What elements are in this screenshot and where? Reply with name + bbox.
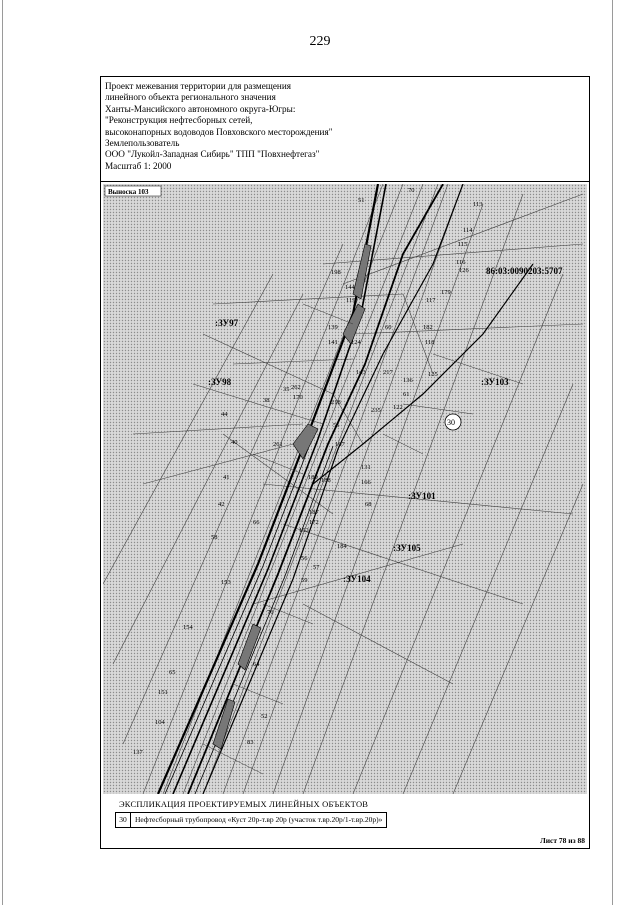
explication-title: ЭКСПЛИКАЦИЯ ПРОЕКТИРУЕМЫХ ЛИНЕЙНЫХ ОБЪЕКТОВ: [119, 799, 369, 809]
point-label: 42: [218, 501, 225, 508]
point-label: 153: [221, 579, 231, 586]
point-label: 262: [291, 384, 301, 391]
point-label: 179: [441, 289, 451, 296]
point-label: 83: [247, 739, 254, 746]
legend-row-number: 30: [116, 813, 131, 827]
point-label: 35: [283, 386, 290, 393]
zone-label-98: :ЗУ98: [208, 377, 232, 387]
point-label: 64: [253, 661, 260, 668]
object-marker-label: 30: [447, 418, 455, 427]
page-number: 229: [309, 34, 331, 49]
title-line: ООО "Лукойл-Западная Сибирь" ТПП "Повхнефтегаз": [105, 149, 320, 160]
point-label: 125: [428, 371, 438, 378]
point-label: 122: [393, 404, 403, 411]
point-label: 70: [408, 187, 415, 194]
point-label: 144: [345, 284, 355, 291]
zone-label-103: :ЗУ103: [481, 377, 509, 387]
zone-label-101: :ЗУ101: [408, 491, 436, 501]
point-label: 218: [331, 399, 341, 406]
point-label: 119: [346, 297, 356, 304]
title-line: линейного объекта регионального значения: [105, 92, 276, 103]
point-label: 41: [223, 474, 230, 481]
point-label: 58: [211, 534, 218, 541]
point-label: 182: [423, 324, 433, 331]
point-label: 104: [155, 719, 165, 726]
title-block: [101, 77, 589, 182]
point-label: 170: [293, 394, 303, 401]
point-label: 118: [425, 339, 435, 346]
point-label: 151: [158, 689, 168, 696]
point-label: 51: [358, 197, 365, 204]
point-label: 38: [263, 397, 270, 404]
point-label: 154: [183, 624, 193, 631]
point-label: 136: [403, 377, 413, 384]
point-label: 56: [301, 555, 308, 562]
point-label: 141: [328, 339, 338, 346]
point-label: 115: [458, 241, 468, 248]
point-label: 59: [301, 577, 308, 584]
point-label: 117: [426, 297, 436, 304]
point-label: 60: [385, 324, 392, 331]
point-label: 116: [456, 259, 466, 266]
point-label: 137: [133, 749, 143, 756]
title-line: Проект межевания территории для размещения: [105, 81, 291, 91]
point-label: 172: [309, 519, 319, 526]
point-label: 44: [221, 411, 228, 418]
title-line: "Реконструкция нефтесборных сетей,: [105, 115, 253, 126]
legend-row: [115, 812, 387, 828]
zone-label-105: :ЗУ105: [393, 543, 421, 553]
point-label: 55: [333, 422, 340, 429]
title-line: Масштаб 1: 2000: [105, 160, 172, 171]
point-label: 184: [337, 543, 347, 550]
point-label: 235: [371, 407, 381, 414]
title-line: Землепользователь: [105, 138, 180, 149]
scan-edge-right: [612, 0, 613, 905]
scan-edge-left: [2, 0, 3, 905]
point-label: 40: [231, 439, 238, 446]
point-label: 167: [335, 441, 345, 448]
cadastral-number: 86:03:0090203:5707: [486, 266, 563, 276]
point-label: 198: [331, 269, 341, 276]
title-line: высоконапорных водоводов Повховского месторождения": [105, 126, 333, 137]
point-label: 66: [253, 519, 260, 526]
point-label: 261: [273, 441, 283, 448]
point-label: 57: [313, 564, 320, 571]
inset-label: Выноска 103: [108, 188, 149, 196]
point-label: 131: [361, 464, 371, 471]
point-label: 166: [361, 479, 371, 486]
drawing-frame: [100, 76, 590, 849]
point-label: 61: [403, 391, 410, 398]
point-label: 188: [321, 477, 331, 484]
sheet-label: Лист 78 из 88: [540, 836, 585, 845]
point-label: 68: [365, 501, 372, 508]
point-label: 65: [169, 669, 176, 676]
survey-map: [103, 184, 587, 794]
point-label: 52: [261, 713, 268, 720]
point-label: 114: [463, 227, 473, 234]
zone-label-97: :ЗУ97: [215, 318, 239, 328]
point-label: 217: [383, 369, 393, 376]
point-label: 139: [328, 324, 338, 331]
zone-label-104: :ЗУ104: [343, 574, 371, 584]
point-label: 152: [299, 527, 309, 534]
point-label: 124: [351, 339, 361, 346]
point-label: 113: [473, 201, 483, 208]
title-line: Ханты-Мансийского автономного округа-Югры:: [105, 103, 296, 114]
point-label: 189: [308, 474, 318, 481]
point-label: 76: [267, 609, 274, 616]
legend-row-text: Нефтесборный трубопровод «Куст 20р-т.вр 20р (участок т.вр.20р/1-т.вр.20р)»: [135, 815, 383, 824]
point-label: 126: [459, 267, 469, 274]
point-label: 187: [309, 509, 319, 516]
point-label: 143: [356, 369, 366, 376]
